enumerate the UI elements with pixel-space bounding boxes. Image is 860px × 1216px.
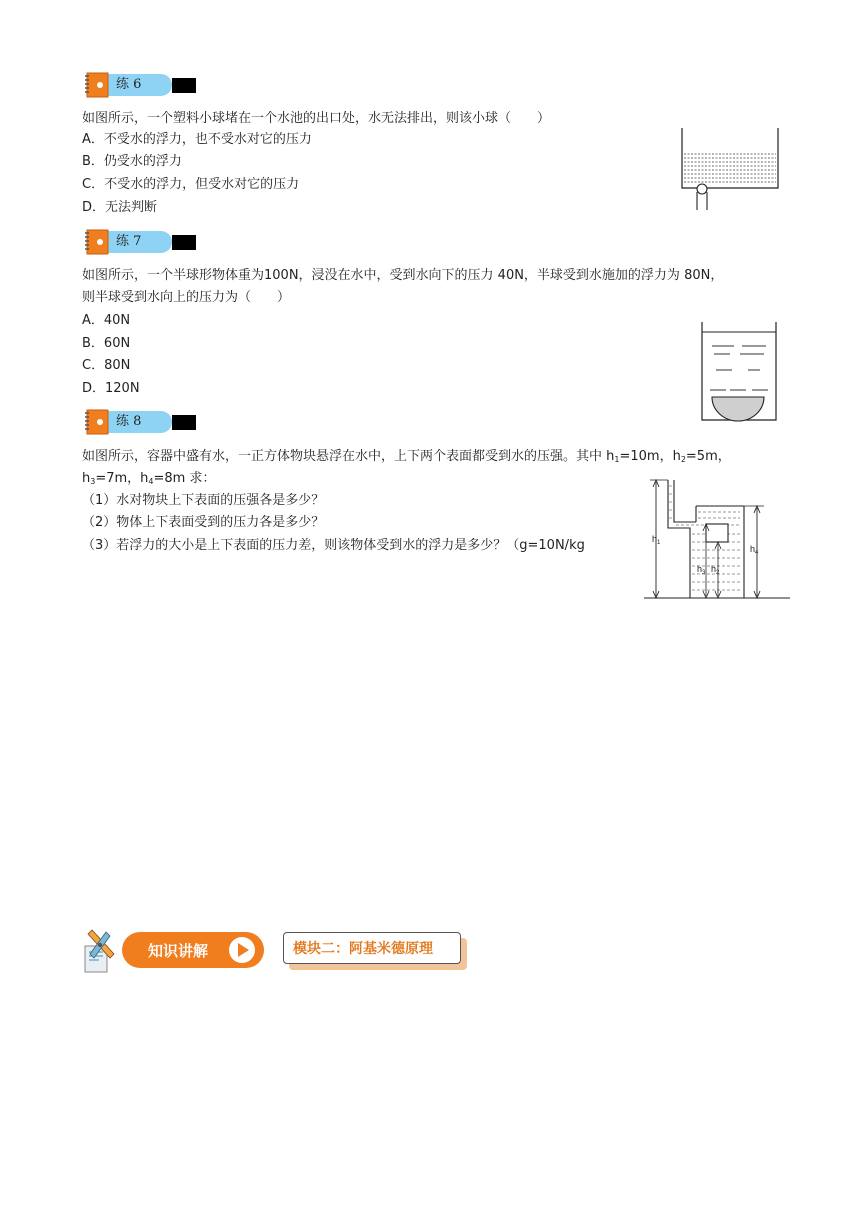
q7-hemisphere-figure: [700, 320, 778, 422]
q6-header: [84, 72, 224, 98]
q8-redaction-block: [172, 415, 196, 430]
q7-label: 练 7: [116, 234, 142, 249]
q7-option-a: A．40N: [82, 313, 131, 328]
q7-stem-line1: 如图所示，一个半球形物体重为100N，浸没在水中，受到水向下的压力 40N，半球受到水施加的浮力为 80N，: [82, 268, 724, 283]
h4-label: $h_4$: [750, 544, 759, 556]
knowledge-banner-title: 知识讲解: [148, 942, 209, 960]
notebook-icon: [84, 72, 110, 98]
q6-stem: 如图所示，一个塑料小球堵在一个水池的出口处，水无法排出，则该小球（ ）: [82, 111, 551, 126]
knowledge-pencil-icon: [80, 928, 122, 974]
q7-option-b: B．60N: [82, 336, 131, 351]
module-title: 模块二：阿基米德原理: [293, 941, 433, 957]
q8-container-figure: [640, 476, 792, 602]
q8-stem-line2: $h_3=7m$，$h_4=8m$ 求：: [82, 471, 216, 486]
play-icon: [226, 935, 258, 965]
q8-subquestion-1: （1）水对物块上下表面的压强各是多少？: [82, 493, 325, 508]
q6-option-d: D．无法判断: [82, 200, 158, 215]
q7-header: [84, 229, 224, 255]
notebook-icon: [84, 229, 110, 255]
q7-option-c: C．80N: [82, 358, 131, 373]
q8-subquestion-2: （2）物体上下表面受到的压力各是多少？: [82, 515, 325, 530]
q6-redaction-block: [172, 78, 196, 93]
q8-header: [84, 409, 224, 435]
h2-label: $h_2$: [711, 564, 720, 576]
q6-label: 练 6: [116, 77, 142, 92]
h1-label: $h_1$: [652, 534, 661, 546]
q7-redaction-block: [172, 235, 196, 250]
notebook-icon: [84, 409, 110, 435]
q6-option-c: C．不受水的浮力，但受水对它的压力: [82, 177, 300, 192]
q7-stem-line2: 则半球受到水向上的压力为（ ）: [82, 290, 291, 305]
q6-option-a: A．不受水的浮力，也不受水对它的压力: [82, 132, 312, 147]
q8-stem-line1: 如图所示，容器中盛有水，一正方体物块悬浮在水中，上下两个表面都受到水的压强。其中 $h_1=10m$，$h_2=5m$，: [82, 449, 731, 464]
q8-label: 练 8: [116, 414, 142, 429]
h3-label: $h_3$: [697, 564, 706, 576]
q8-subquestion-3: （3）若浮力的大小是上下表面的压力差，则该物体受到水的浮力是多少？（g=10N/kg: [82, 538, 585, 553]
q6-option-b: B．仍受水的浮力: [82, 154, 182, 169]
q7-option-d: D．120N: [82, 381, 140, 396]
q6-pool-figure: [680, 126, 784, 212]
